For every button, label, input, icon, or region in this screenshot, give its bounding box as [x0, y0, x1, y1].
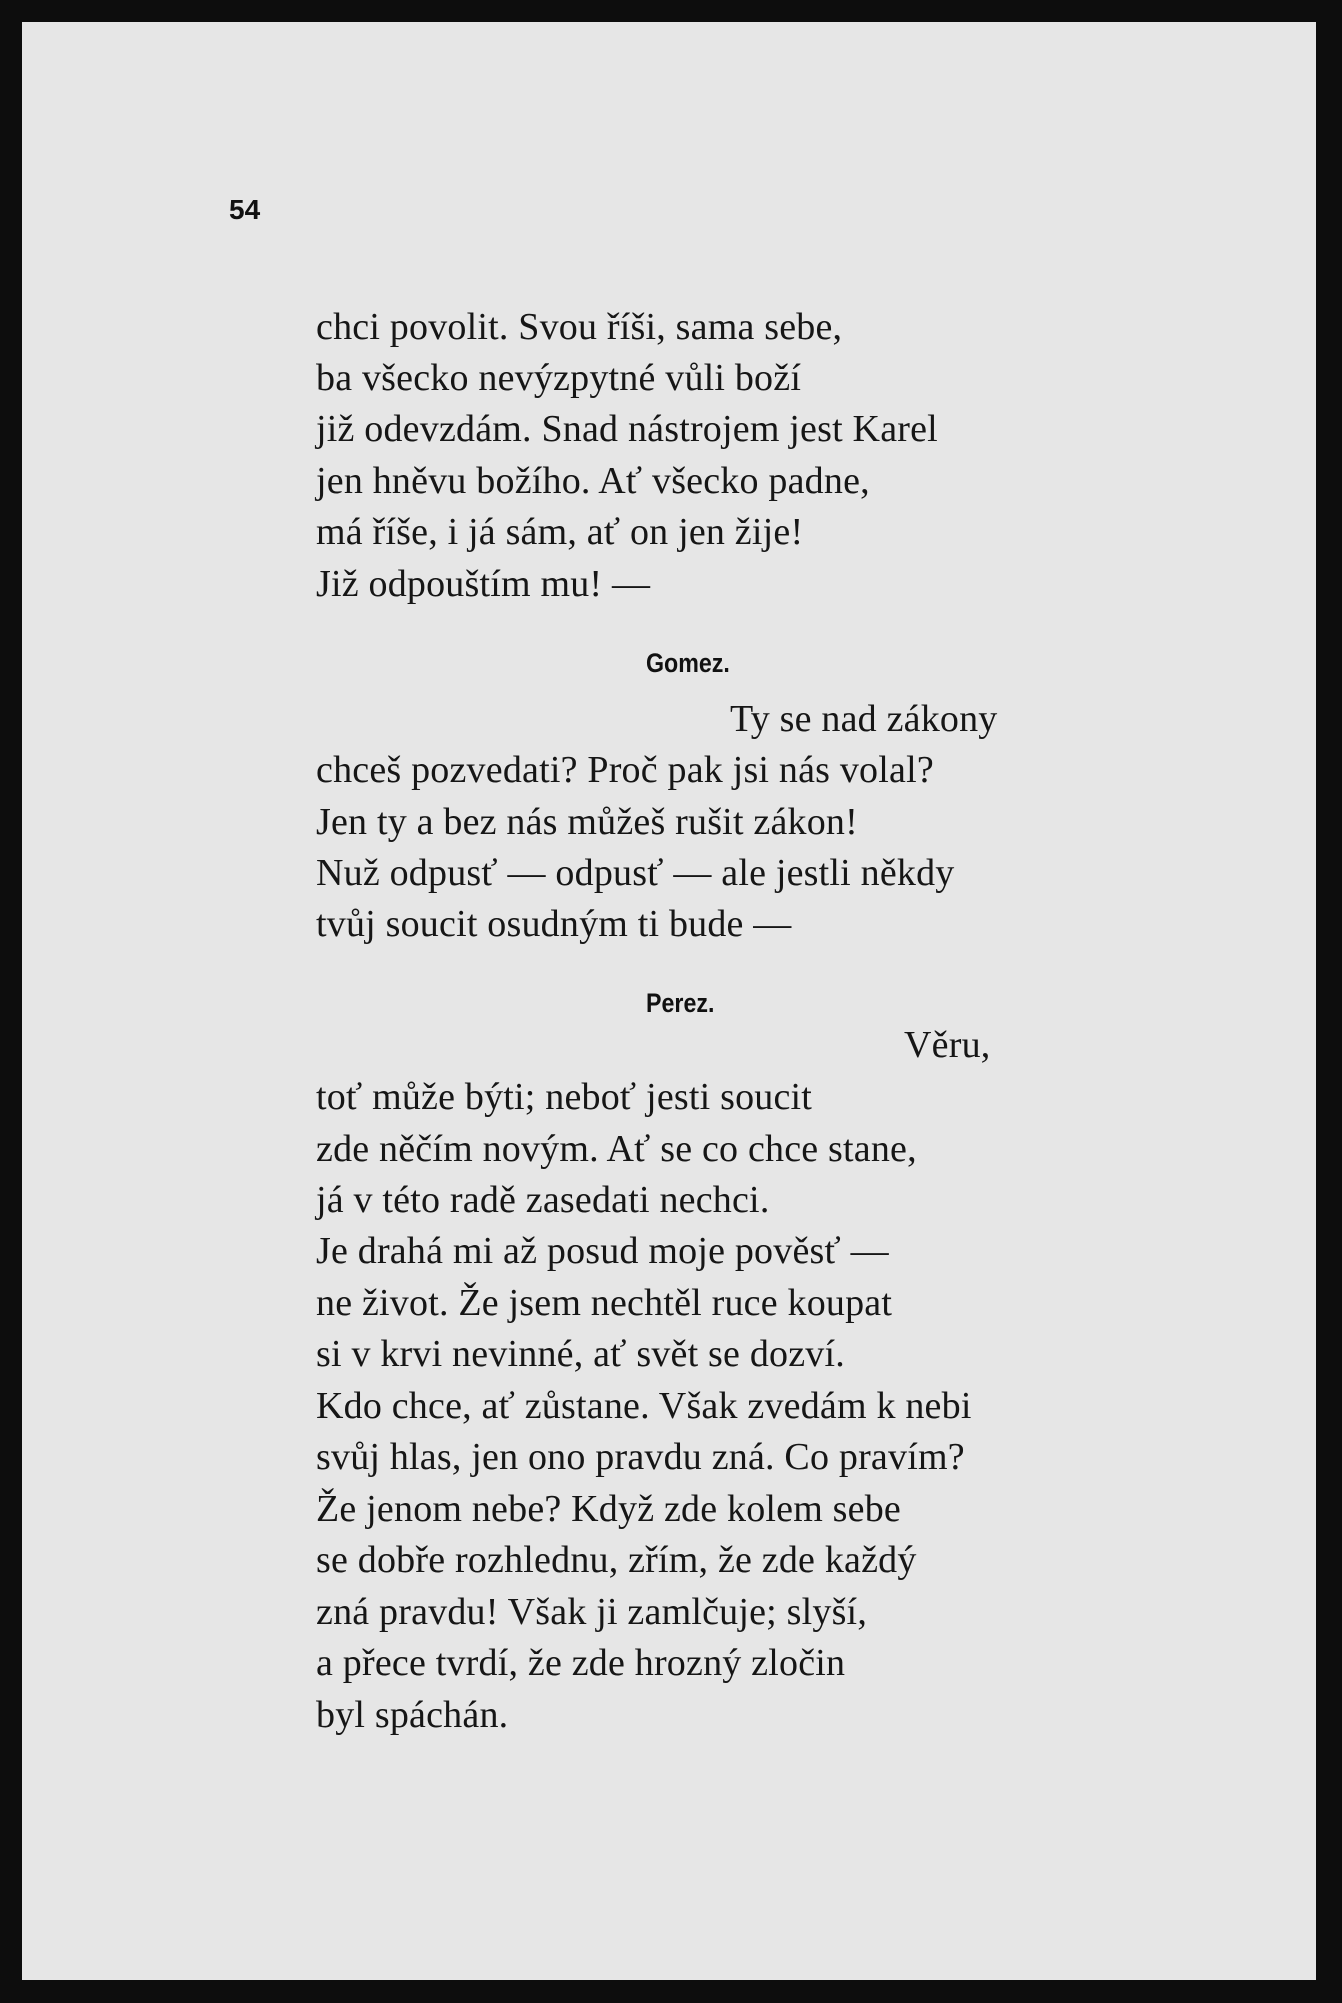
verse-line: již odevzdám. Snad nástrojem jest Karel [316, 408, 938, 450]
verse-line: Nuž odpusť — odpusť — ale jestli někdy [316, 852, 955, 894]
verse-line: toť může býti; neboť jesti soucit [316, 1076, 813, 1118]
speaker-name-gomez: Gomez. [646, 648, 730, 678]
verse-line: svůj hlas, jen ono pravdu zná. Co pravím? [316, 1436, 965, 1478]
page-number: 54 [229, 194, 261, 225]
verse-line: zde něčím novým. Ať se co chce stane, [316, 1128, 917, 1170]
verse-line: byl spáchán. [316, 1694, 509, 1736]
verse-line: tvůj soucit osudným ti bude — [316, 903, 792, 945]
verse-line: a přece tvrdí, že zde hrozný zločin [316, 1642, 846, 1684]
verse-line: Je drahá mi až posud moje pověsť — [316, 1230, 889, 1272]
verse-line: chceš pozvedati? Proč pak jsi nás volal? [316, 749, 934, 791]
verse-line: zná pravdu! Však ji zamlčuje; slyší, [316, 1591, 868, 1633]
verse-line: chci povolit. Svou říši, sama sebe, [316, 306, 843, 348]
verse-line: jen hněvu božího. Ať všecko padne, [316, 460, 870, 502]
verse-line: Věru, [904, 1024, 991, 1066]
verse-line: ne život. Že jsem nechtěl ruce koupat [316, 1282, 893, 1324]
verse-line: ba všecko nevýzpytné vůli boží [316, 357, 802, 399]
verse-line: Jen ty a bez nás můžeš rušit zákon! [316, 801, 858, 843]
verse-line: má říše, i já sám, ať on jen žije! [316, 511, 804, 553]
verse-line: se dobře rozhlednu, zřím, že zde každý [316, 1539, 917, 1581]
verse-line: Ty se nad zákony [730, 698, 998, 740]
verse-line: si v krvi nevinné, ať svět se dozví. [316, 1333, 845, 1375]
verse-line: Kdo chce, ať zůstane. Však zvedám k nebi [316, 1385, 972, 1427]
speaker-name-perez: Perez. [646, 988, 715, 1018]
verse-line: já v této radě zasedati nechci. [316, 1179, 770, 1221]
verse-line: Že jenom nebe? Když zde kolem sebe [316, 1488, 902, 1530]
verse-line: Již odpouštím mu! — [316, 563, 651, 605]
